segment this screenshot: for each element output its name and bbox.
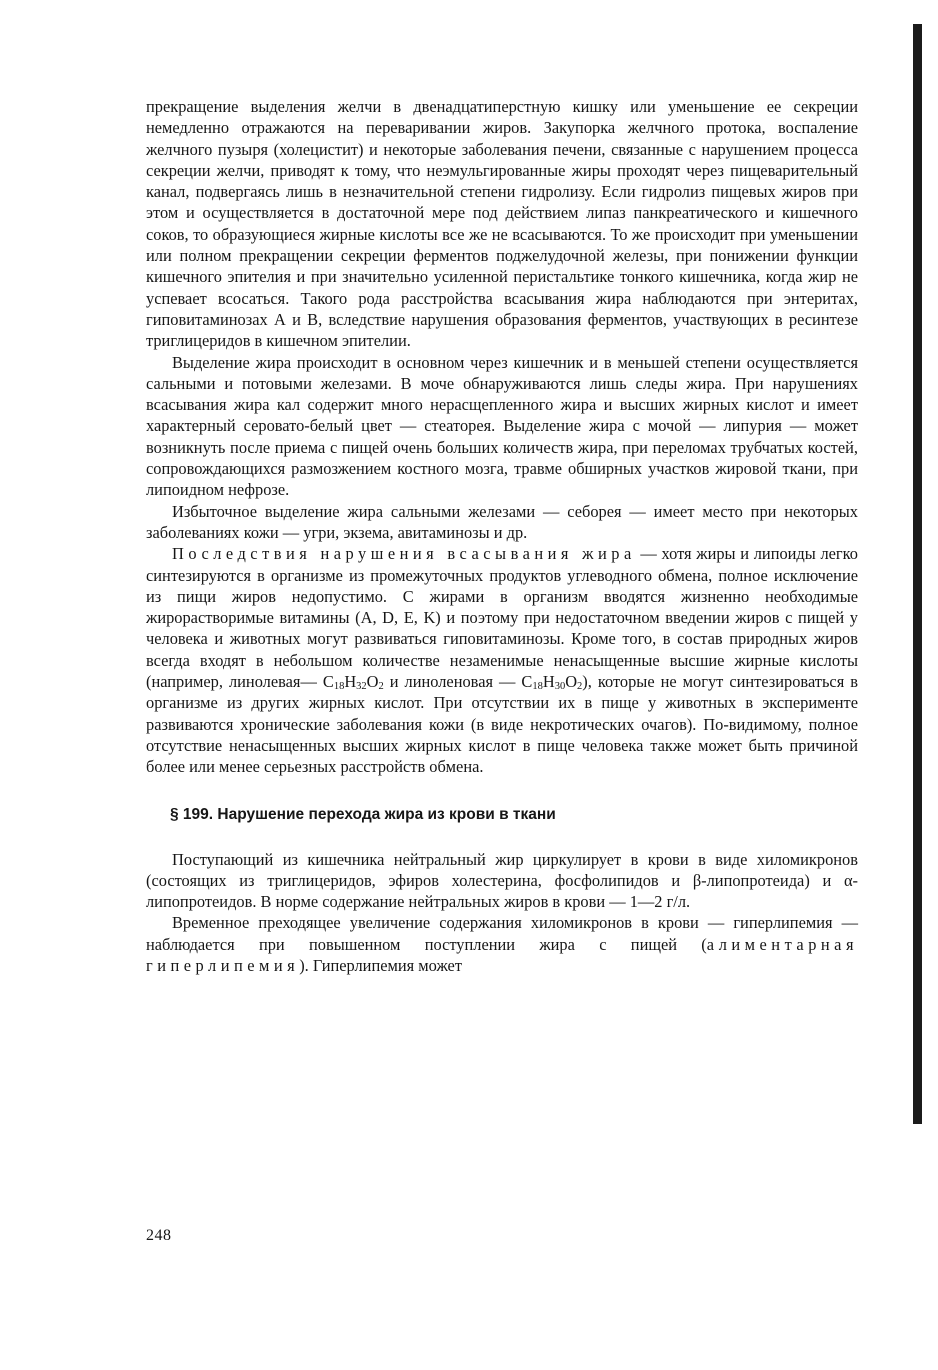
paragraph-fat-digestion: прекращение выделения желчи в двенадцатиперстную кишку или уменьшение ее секреции немедленно отражаются на переваривании жиров. Закупорка желчного протока, воспаление желчного пузыря (холецистит) и некоторые заболевания печени, связанные с нарушением процесса секреции желчи, приводят к тому, что неэмульгированные жиры проходят через пищеварительный канал, подвергаясь лишь в незначительной степени гидролизу. Если гидролиз пищевых жиров при этом и осуществляется в достаточной мере под действием липаз панкреатического и кишечного соков, то образующиеся жирные кислоты все же не всасываются. То же происходит при уменьшении или полном прекращении секреции ферментов поджелудочной железы, при понижении функции кишечного эпителия и при значительно усиленной перистальтике тонкого кишечника, когда жир не успевает всосаться. Такого рода расстройства всасывания жира наблюдаются при энтеритах, гиповитаминозах А и В, вследствие нарушения образования ферментов, участвующих в ресинтезе триглицеридов в кишечном эпителии. (146, 97, 858, 351)
page-body (146, 96, 858, 976)
spaced-term-hyperlipemia: алиментарная гиперлипемия (146, 934, 858, 975)
scan-edge-shadow (913, 24, 922, 1124)
paragraph-absorption-consequences: Последствия нарушения всасывания жира — хотя жиры и липоиды легко синтезируются в организме из промежуточных продуктов углеводного обмена, полное исключение из пищи жиров недопустимо. С жирами в организм вводятся жизненно необходимые жирорастворимые витамины (A, D, E, K) и поэтому при недостаточном введении жиров с пищей у человека и животных могут развиваться гиповитаминозы. Кроме того, в состав природных жиров всегда входят в небольшом количестве незаменимые ненасыщенные высшие жирные кислоты (например, линолевая— $C_{18}H_{32}O_2$ и линоленовая — $C_{18}H_{30}O_2$), которые не могут синтезироваться в организме из других жирных кислот. При отсутствии их в пище у животных в эксперименте развиваются хронические заболевания кожи (в виде некротических очагов). По-видимому, полное отсутствие ненасыщенных высших жирных кислот в пище человека также может быть причиной более или менее серьезных расстройств обмена. (146, 544, 858, 777)
paragraph-chylomicrons: Поступающий из кишечника нейтральный жир циркулирует в крови в виде хиломикронов (состоящих из триглицеридов, эфиров холестерина, фосфолипидов и β-липопротеида) и α-липопротеидов. В норме содержание нейтральных жиров в крови — 1—2 г/л. (146, 849, 858, 912)
paragraph-hyperlipemia: Временное преходящее увеличение содержания хиломикронов в крови — гиперлипемия — наблюдается при повышенном поступлении жира с пищей (алиментарная гиперлипемия). Гиперлипемия может (146, 913, 858, 975)
page-number: 248 (146, 1227, 172, 1244)
paragraph-seborrhea: Избыточное выделение жира сальными железами — себорея — имеет место при некоторых заболеваниях кожи — угри, экзема, авитаминозы и др. (146, 501, 858, 542)
paragraph-fat-excretion: Выделение жира происходит в основном через кишечник и в меньшей степени осуществляется сальными и потовыми железами. В моче обнаруживаются лишь следы жира. При нарушениях всасывания жира кал содержит много нерасщепленного жира и высших жирных кислот и имеет характерный серовато-белый цвет — стеаторея. Выделение жира с мочой — липурия — может возникнуть после приема с пищей очень больших количеств жира, при переломах трубчатых костей, сопровождающихся размозжением костного мозга, травме обширных участков жировой ткани, при липоидном нефрозе. (146, 352, 858, 500)
section-heading: § 199. Нарушение перехода жира из крови в ткани (170, 805, 556, 823)
spaced-term: Последствия нарушения всасывания жира (172, 544, 636, 564)
